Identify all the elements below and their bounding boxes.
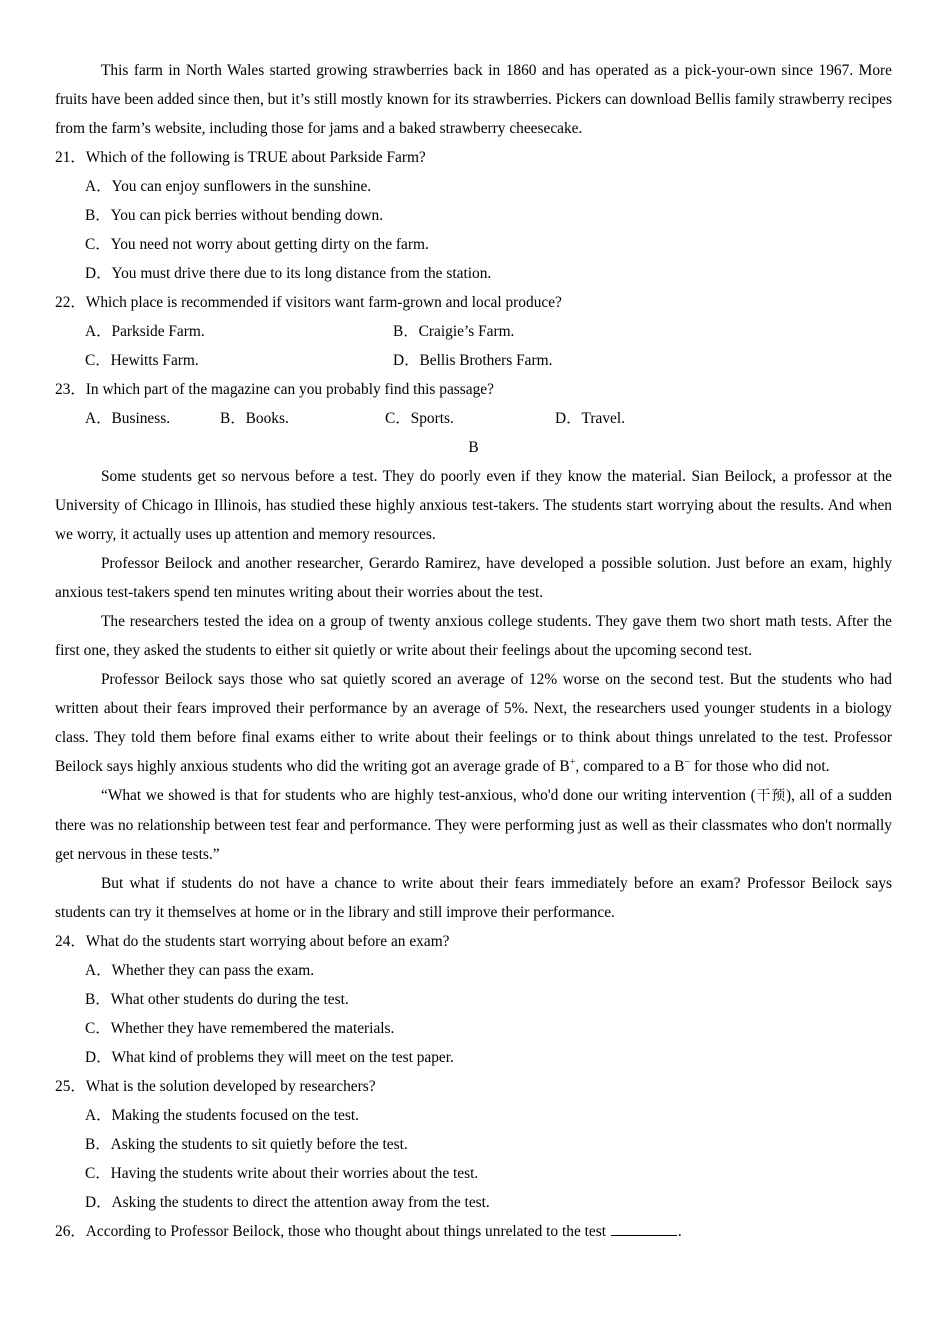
- option-letter: C．: [85, 236, 111, 253]
- option-text: You can enjoy sunflowers in the sunshine.: [111, 178, 372, 195]
- option-text: Craigie’s Farm.: [418, 323, 515, 340]
- option-letter: A．: [85, 323, 112, 340]
- grades-text-before-plus: Professor Beilock says those who sat quietly scored an average of 12% worse on the second test. But the students who had written about their fears improved their performance by an average of 5%. Next, the researchers used younger students in a biology class. They told them before final exams either to write about their feelings or to think about things unrelated to the test. Professor Beilock says highly anxious students who did the writing got an average grade of B: [55, 671, 892, 775]
- question-23-block: [55, 375, 892, 433]
- question-23-number: 23．: [55, 381, 86, 398]
- question-25-option-d[interactable]: [55, 1188, 892, 1217]
- quote-text-before-gloss: “What we showed is that for students who are highly test-anxious, who'd done our writing intervention (: [101, 787, 756, 804]
- option-letter: A．: [85, 178, 112, 195]
- option-text: Travel.: [581, 410, 625, 427]
- option-letter: B．: [85, 207, 111, 224]
- section-b-label: B: [468, 439, 479, 456]
- quote-text-after-gloss: ), all of a sudden there was no relationship between test fear and performance. They were performing just as well as their classmates who don't normally get nervous in these tests.”: [55, 787, 893, 863]
- question-21-block: [55, 143, 892, 288]
- question-24-number: 24．: [55, 933, 86, 950]
- option-text: Making the students focused on the test.: [111, 1107, 360, 1124]
- question-21-number: 21．: [55, 149, 86, 166]
- question-21-option-d[interactable]: [55, 259, 892, 288]
- section-b-paragraph-quote: [55, 781, 892, 869]
- option-letter: B．: [393, 323, 419, 340]
- question-24-option-a[interactable]: [55, 956, 892, 985]
- option-letter: A．: [85, 962, 112, 979]
- section-b-paragraph-2: Professor Beilock and another researcher, Gerardo Ramirez, have developed a possible solution. Just before an exam, highly anxious test-takers spend ten minutes writing about their worries about the test.: [55, 555, 892, 601]
- question-22-option-d[interactable]: [393, 346, 701, 375]
- grade-minus-superscript: −: [684, 756, 691, 768]
- question-26-stem-period: .: [677, 1223, 682, 1240]
- question-21-stem-line: [55, 143, 892, 172]
- option-letter: D．: [555, 410, 582, 427]
- option-letter: A．: [85, 410, 112, 427]
- question-25-block: [55, 1072, 892, 1217]
- question-24-stem: What do the students start worrying about before an exam?: [85, 933, 450, 950]
- option-text: Business.: [111, 410, 171, 427]
- question-24-stem-line: [55, 927, 892, 956]
- question-23-option-b[interactable]: [220, 404, 385, 433]
- question-21-option-a[interactable]: [55, 172, 892, 201]
- question-25-stem: What is the solution developed by researchers?: [85, 1078, 376, 1095]
- option-text: Whether they have remembered the materials.: [110, 1020, 395, 1037]
- question-24-block: [55, 927, 892, 1072]
- question-26-stem-text: According to Professor Beilock, those who thought about things unrelated to the test: [85, 1223, 610, 1240]
- question-25-number: 25．: [55, 1078, 86, 1095]
- question-25-option-c[interactable]: [55, 1159, 892, 1188]
- option-letter: B．: [85, 991, 111, 1008]
- option-letter: C．: [385, 410, 411, 427]
- question-22-number: 22．: [55, 294, 86, 311]
- question-21-stem: Which of the following is TRUE about Parkside Farm?: [85, 149, 426, 166]
- section-b-paragraph-1: Some students get so nervous before a test. They do poorly even if they know the material. Sian Beilock, a professor at the University of Chicago in Illinois, has studied these highly anxious test-takers. The students start worrying about the results. And when we worry, it actually uses up attention and memory resources.: [55, 468, 892, 543]
- question-22-stem-line: [55, 288, 892, 317]
- question-23-option-d[interactable]: [555, 404, 625, 433]
- question-22-option-a[interactable]: [85, 317, 393, 346]
- question-26-stem-line: [55, 1217, 892, 1246]
- question-24-option-d[interactable]: [55, 1043, 892, 1072]
- grades-text-after-minus: for those who did not.: [690, 758, 830, 775]
- option-letter: C．: [85, 1165, 111, 1182]
- question-25-option-b[interactable]: [55, 1130, 892, 1159]
- question-25-option-a[interactable]: [55, 1101, 892, 1130]
- option-text: You must drive there due to its long distance from the station.: [111, 265, 492, 282]
- question-24-option-b[interactable]: [55, 985, 892, 1014]
- question-22-stem: Which place is recommended if visitors want farm-grown and local produce?: [85, 294, 562, 311]
- option-text: You can pick berries without bending down.: [110, 207, 384, 224]
- option-letter: C．: [85, 352, 111, 369]
- question-21-option-b[interactable]: [55, 201, 892, 230]
- question-22-options-row-2: [55, 346, 892, 375]
- option-text: Whether they can pass the exam.: [111, 962, 315, 979]
- option-letter: B．: [85, 1136, 111, 1153]
- passage-a-final-paragraph: This farm in North Wales started growing strawberries back in 1860 and has operated as a pick-your-own since 1967. More fruits have been added since then, but it’s still mostly known for its strawberries. Pickers can download Bellis family strawberry recipes from the farm’s website, including those for jams and a baked strawberry cheesecake.: [55, 62, 892, 137]
- option-letter: C．: [85, 1020, 111, 1037]
- option-text: What other students do during the test.: [110, 991, 349, 1008]
- fill-in-blank[interactable]: [611, 1222, 677, 1236]
- section-b-paragraph-last: But what if students do not have a chance to write about their fears immediately before an exam? Professor Beilock says students can try it themselves at home or in the library and still improve their performance.: [55, 875, 892, 921]
- section-b-paragraph-3: The researchers tested the idea on a group of twenty anxious college students. They gave them two short math tests. After the first one, they asked the students to either sit quietly or write about their feelings about the upcoming second test.: [55, 613, 892, 659]
- section-b-paragraph-grades: [55, 665, 892, 781]
- question-23-stem: In which part of the magazine can you probably find this passage?: [85, 381, 494, 398]
- option-text: Sports.: [410, 410, 454, 427]
- option-text: Books.: [245, 410, 289, 427]
- option-letter: A．: [85, 1107, 112, 1124]
- option-text: What kind of problems they will meet on the test paper.: [111, 1049, 454, 1066]
- option-letter: D．: [85, 1194, 112, 1211]
- option-text: Asking the students to sit quietly before the test.: [110, 1136, 408, 1153]
- question-22-option-b[interactable]: [393, 317, 701, 346]
- option-text: Asking the students to direct the attention away from the test.: [111, 1194, 490, 1211]
- question-23-option-c[interactable]: [385, 404, 555, 433]
- grades-text-middle: , compared to a B: [575, 758, 685, 775]
- option-letter: D．: [85, 265, 112, 282]
- question-25-stem-line: [55, 1072, 892, 1101]
- question-21-option-c[interactable]: [55, 230, 892, 259]
- option-letter: D．: [85, 1049, 112, 1066]
- grade-plus-superscript: +: [569, 756, 576, 768]
- question-22-option-c[interactable]: [85, 346, 393, 375]
- question-22-block: [55, 288, 892, 375]
- question-23-option-a[interactable]: [85, 404, 220, 433]
- option-letter: D．: [393, 352, 420, 369]
- question-26-stem: [86, 1217, 892, 1246]
- option-letter: B．: [220, 410, 246, 427]
- question-23-stem-line: [55, 375, 892, 404]
- question-23-options-row: [55, 404, 892, 433]
- question-24-option-c[interactable]: [55, 1014, 892, 1043]
- chinese-gloss-intervention: 干预: [755, 788, 786, 804]
- option-text: You need not worry about getting dirty on the farm.: [110, 236, 429, 253]
- option-text: Hewitts Farm.: [110, 352, 199, 369]
- question-22-options-row-1: [55, 317, 892, 346]
- option-text: Parkside Farm.: [111, 323, 205, 340]
- option-text: Bellis Brothers Farm.: [419, 352, 553, 369]
- question-26-number: 26．: [55, 1223, 86, 1240]
- option-text: Having the students write about their worries about the test.: [110, 1165, 479, 1182]
